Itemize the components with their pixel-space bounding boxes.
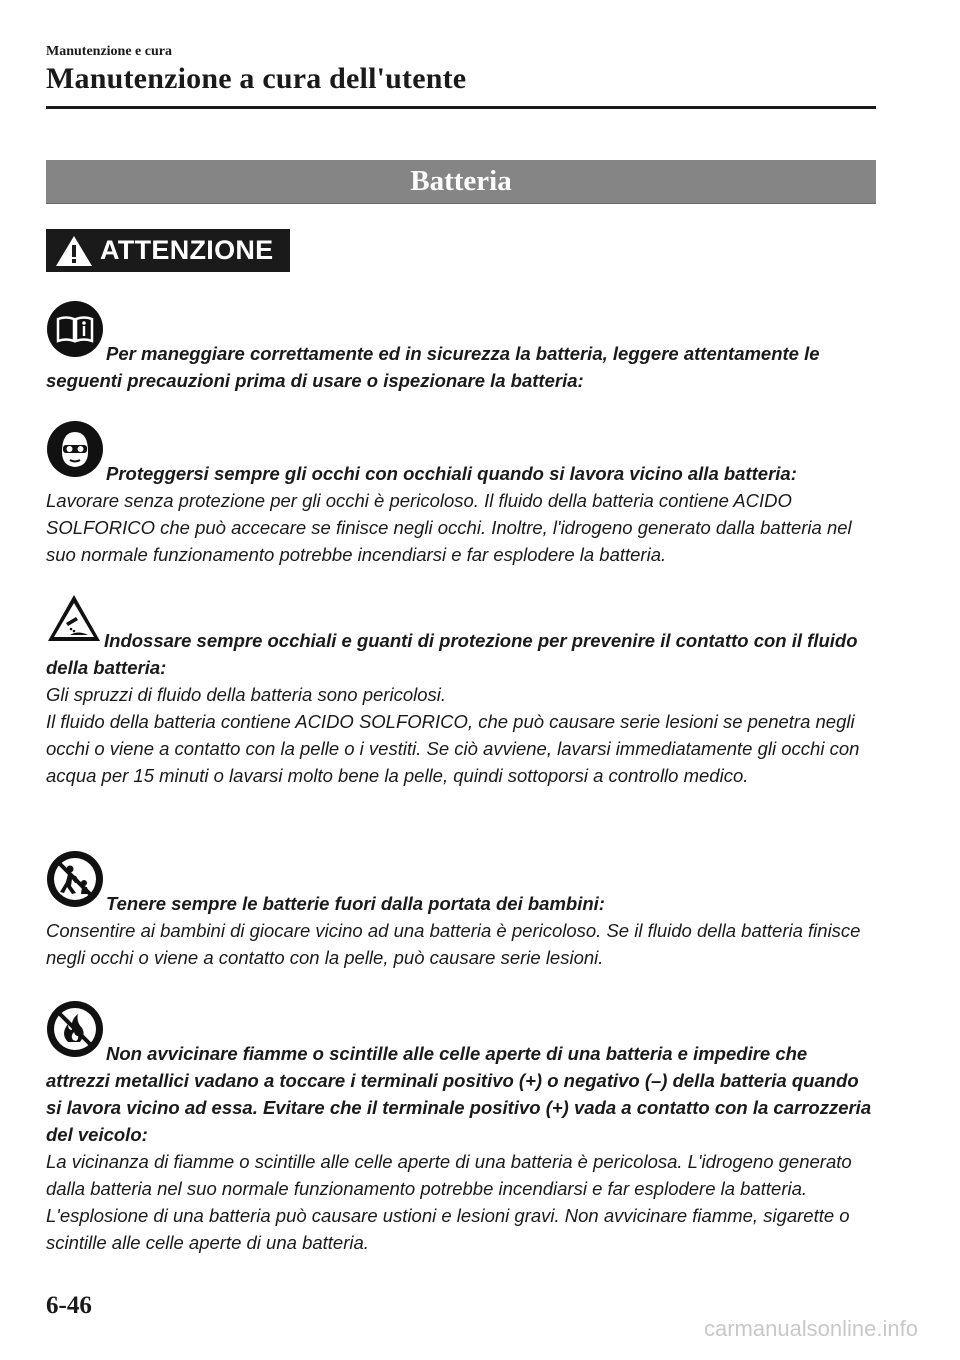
warning-label: ATTENZIONE [100, 235, 274, 265]
precaution-children [46, 850, 876, 971]
watermark: carmanualsonline.info [703, 1316, 918, 1341]
corrosive-warning-icon [46, 593, 102, 652]
precaution-heading: Tenere sempre le batterie fuori dalla portata dei bambini: [106, 893, 605, 914]
eye-protection-icon [46, 420, 104, 485]
warning-triangle-icon [54, 234, 94, 268]
precaution-heading: Non avvicinare fiamme o scintille alle celle aperte di una batteria e impedire che attrezzi metallici vadano a toccare i terminali positivo (+) o negativo (–) della batteria quando si lavora vicino ad essa. Evitare che il terminale positivo (+) vada a contatto con la carrozzeria del veicolo: [46, 1043, 872, 1145]
no-children-icon [46, 850, 104, 915]
precaution-body: Consentire ai bambini di giocare vicino ad una batteria è pericoloso. Se il fluido della batteria finisce negli occhi o viene a contatto con la pelle, può causare serie lesioni. [46, 920, 861, 968]
section-banner: Batteria [46, 160, 876, 204]
warning-badge [46, 229, 290, 272]
manual-book-icon [46, 300, 104, 365]
page-number: 6-46 [46, 1292, 92, 1319]
precaution-body: La vicinanza di fiamme o scintille alle celle aperte di una batteria è pericolosa. L'idrogeno generato dalla batteria nel suo normale funzionamento potrebbe incendiarsi e far esplodere la batteria. L'esplosione di una batteria può causare ustioni e lesioni gravi. Non avvicinare fiamme, sigarette o scintille alle celle aperte di una batteria. [46, 1151, 852, 1253]
precaution-heading: Proteggersi sempre gli occhi con occhiali quando si lavora vicino alla batteria: [106, 463, 797, 484]
precaution-intro [46, 300, 876, 394]
section-header: Manutenzione e cura [46, 44, 172, 59]
no-flames-icon [46, 1000, 104, 1065]
precaution-heading: Per maneggiare correttamente ed in sicurezza la batteria, leggere attentamente le seguenti precauzioni prima di usare o ispezionare la batteria: [46, 343, 820, 391]
page-title: Manutenzione a cura dell'utente [46, 62, 467, 95]
precaution-eye-protection [46, 420, 876, 568]
precaution-heading: Indossare sempre occhiali e guanti di protezione per prevenire il contatto con il fluido della batteria: [46, 630, 858, 678]
precaution-body: Gli spruzzi di fluido della batteria sono pericolosi. [46, 684, 447, 705]
precaution-flames [46, 1000, 876, 1256]
precaution-body-detail: Il fluido della batteria contiene ACIDO SOLFORICO, che può causare serie lesioni se penetra negli occhi o viene a contatto con la pelle o i vestiti. Se ciò avviene, lavarsi immediatamente gli occhi con acqua per 15 minuti o lavarsi molto bene la pelle, quindi sottoporsi a controllo medico. [46, 711, 860, 786]
precaution-gloves [46, 593, 876, 789]
precaution-body: Lavorare senza protezione per gli occhi è pericoloso. Il fluido della batteria contiene ACIDO SOLFORICO che può accecare se finisce negli occhi. Inoltre, l'idrogeno generato dalla batteria nel suo normale funzionamento potrebbe incendiarsi e far esplodere la batteria. [46, 490, 852, 565]
header-divider [46, 106, 876, 109]
